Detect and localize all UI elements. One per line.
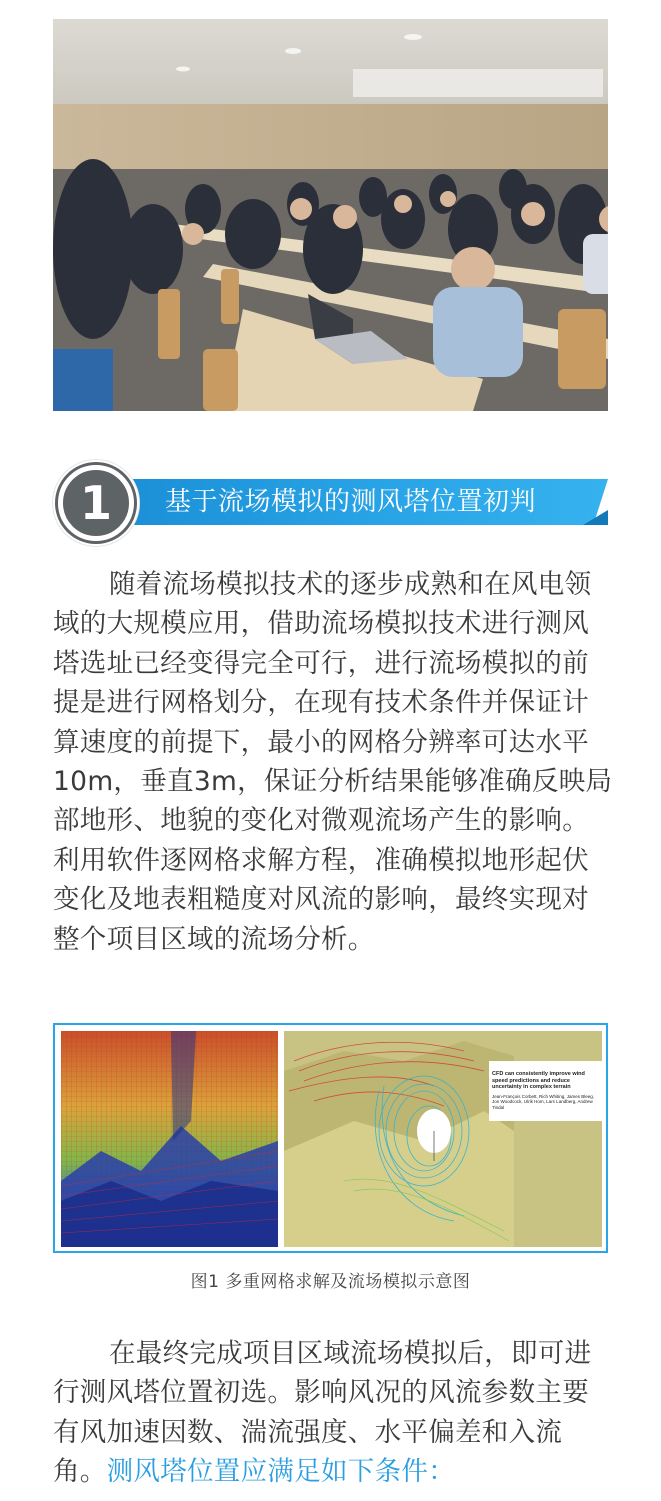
body-paragraph-2	[53, 1334, 613, 1492]
conference-photo-image	[53, 19, 608, 411]
flow-field-simulation-image	[284, 1031, 602, 1247]
multigrid-mesh-image	[61, 1031, 278, 1247]
section-number-badge	[53, 460, 139, 546]
paragraph-2-highlight: 测风塔位置应满足如下条件：	[106, 1456, 456, 1488]
inset-title: CFD can consistently improve wind speed predictions and reduce uncertainty in complex terrain	[492, 1071, 585, 1090]
figure-inset-text	[492, 1071, 596, 1110]
section-number: 1	[79, 476, 112, 530]
inset-authors: Jean-François Corbett, Rich Whiting, James Bleeg, Jon Woodcock, Ulrik Hom, Lars Landberg, Andrew Tindal	[492, 1093, 595, 1110]
section-title: 基于流场模拟的测风塔位置初判	[165, 487, 537, 517]
paragraph-2-text: 在最终完成项目区域流场模拟后，即可进行测风塔位置初选。影响风况的风流参数主要有风加速因数、湍流强度、水平偏差和入流角。	[53, 1338, 592, 1488]
figure-1	[53, 1023, 608, 1253]
section-heading	[53, 460, 608, 546]
figure-caption: 图1 多重网格求解及流场模拟示意图	[190, 1272, 471, 1292]
body-paragraph-1: 随着流场模拟技术的逐步成熟和在风电领域的大规模应用，借助流场模拟技术进行测风塔选址已经变得完全可行，进行流场模拟的前提是进行网格划分，在现有技术条件并保证计算速度的前提下，最小的网格分辨率可达水平10m，垂直3m，保证分析结果能够准确反映局部地形、地貌的变化对微观流场产生的影响。利用软件逐网格求解方程，准确模拟地形起伏变化及地表粗糙度对风流的影响，最终实现对整个项目区域的流场分析。	[53, 569, 613, 955]
conference-photo	[53, 19, 608, 411]
